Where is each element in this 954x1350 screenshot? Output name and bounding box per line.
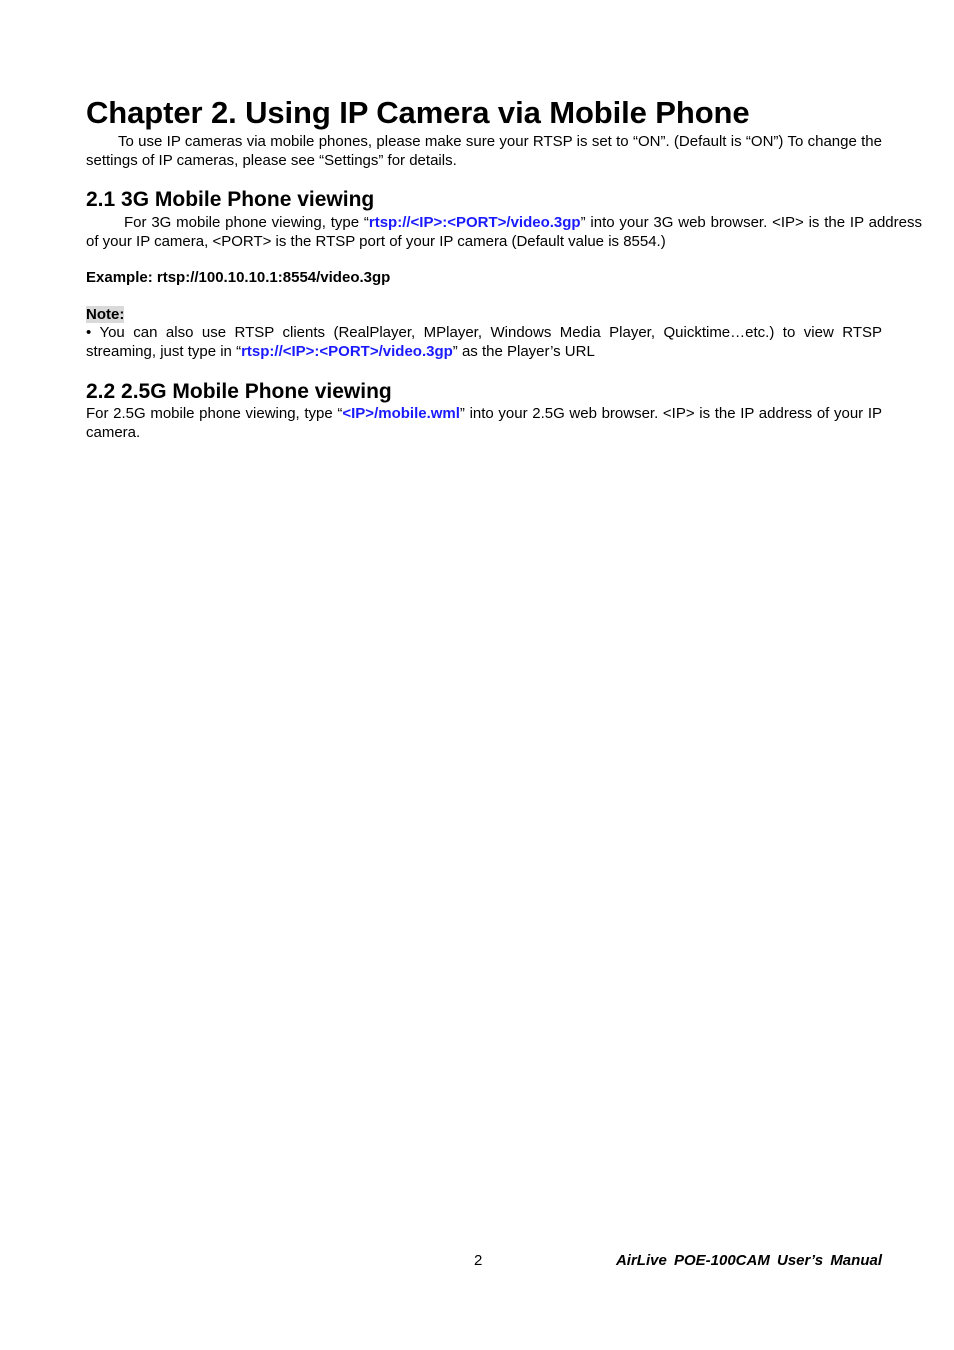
rtsp-url-link: rtsp://<IP>:<PORT>/video.3gp: [368, 214, 581, 231]
page-number: 2: [474, 1252, 483, 1269]
section-3g-text-before: For 3G mobile phone viewing, type “: [124, 214, 369, 231]
section-25g-paragraph: [86, 404, 882, 442]
note-label: Note:: [86, 306, 125, 323]
note-label-line: [86, 305, 882, 324]
section-3g-text-after: ” into your 3G web browser. <IP> is the IP address of your IP camera, <PORT> is the RTSP port of your IP camera (Default value is 8554.): [86, 214, 922, 250]
section-3g-paragraph: [86, 213, 922, 251]
section-3g-heading: 2.1 3G Mobile Phone viewing: [86, 188, 375, 211]
note-text-after: ” as the Player’s URL: [452, 343, 595, 360]
note-rtsp-url-link: rtsp://<IP>:<PORT>/video.3gp: [241, 343, 453, 360]
note-paragraph: [86, 323, 882, 361]
chapter-intro: To use IP cameras via mobile phones, please make sure your RTSP is set to “ON”. (Default is “ON”) To change the settings of IP cameras, please see “Settings” for details.: [86, 133, 882, 169]
mobile-wml-link: <IP>/mobile.wml: [342, 405, 460, 422]
section-25g-heading: 2.2 2.5G Mobile Phone viewing: [86, 380, 392, 403]
manual-title: AirLive POE-100CAM User’s Manual: [615, 1252, 882, 1269]
section-25g-text-before: For 2.5G mobile phone viewing, type “: [86, 405, 343, 422]
note-text-before: • You can also use RTSP clients (RealPlayer, MPlayer, Windows Media Player, Quicktime…etc.) to view RTSP streaming, just type in “: [86, 324, 882, 360]
example-line: Example: rtsp://100.10.10.1:8554/video.3gp: [86, 269, 391, 286]
chapter-title: Chapter 2. Using IP Camera via Mobile Phone: [86, 95, 750, 130]
section-25g-text-after: ” into your 2.5G web browser. <IP> is the IP address of your IP camera.: [86, 405, 882, 441]
